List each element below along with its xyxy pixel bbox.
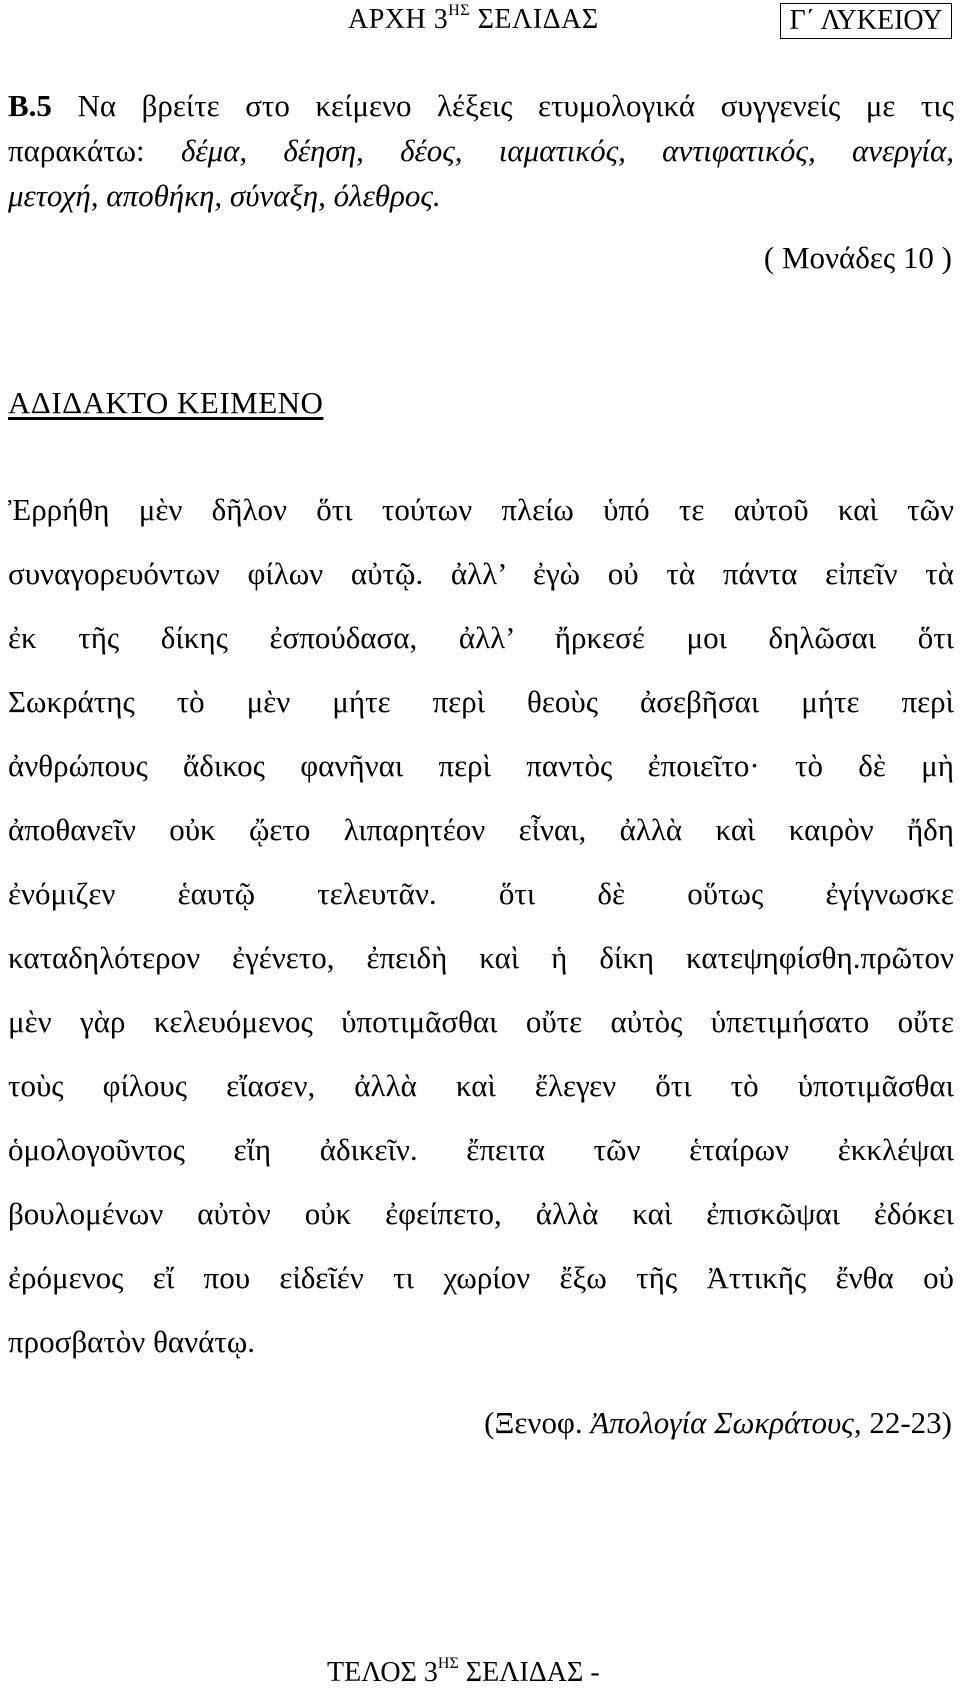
footer-superscript: ΗΣ <box>437 1654 459 1672</box>
source-citation <box>484 1405 952 1441</box>
question-words-2: μετοχή, αποθήκη, σύναξη, όλεθρος. <box>8 178 441 213</box>
question-text-1: Να βρείτε στο κείμενο λέξεις ετυμολογικά συγγενείς με τις <box>51 88 954 123</box>
question-line-3 <box>8 176 954 216</box>
points-label: ( Μονάδες 10 ) <box>763 240 952 275</box>
passage-line: καταδηλότερον ἐγένετο, ἐπειδὴ καὶ ἡ δίκη κατεψηφίσθη.πρῶτον <box>8 940 954 975</box>
question-text-2: παρακάτω: <box>8 133 181 168</box>
question-number: Β.5 <box>8 88 52 123</box>
question-line-1 <box>8 86 954 126</box>
passage-line: τοὺς φίλους εἴασεν, ἀλλὰ καὶ ἔλεγεν ὅτι τὸ ὑποτιμᾶσθαι <box>8 1068 954 1103</box>
passage-line: βουλομένων αὐτὸν οὐκ ἐφείπετο, ἀλλὰ καὶ ἐπισκῶψαι ἐδόκει <box>8 1196 954 1231</box>
passage-line: συναγορευόντων φίλων αὐτῷ. ἀλλ’ ἐγὼ οὐ τὰ πάντα εἰπεῖν τὰ <box>8 556 954 591</box>
passage-line: ὁμολογοῦντος εἴη ἀδικεῖν. ἔπειτα τῶν ἑταίρων ἐκκλέψαι <box>8 1132 954 1167</box>
section-title: ΑΔΙΔΑΚΤΟ ΚΕΙΜΕΝΟ <box>8 385 324 420</box>
source-work: Ἀπολογία Σωκράτους <box>590 1405 854 1440</box>
page-header-label <box>348 1 599 36</box>
source-suffix: , 22-23) <box>853 1405 952 1440</box>
passage-line: ἀποθανεῖν οὐκ ᾤετο λιπαρητέον εἶναι, ἀλλὰ καὶ καιρὸν ἤδη <box>8 812 954 847</box>
passage-line: Ἐρρήθη μὲν δῆλον ὅτι τούτων πλείω ὑπό τε αὐτοῦ καὶ τῶν <box>8 492 954 527</box>
passage-line: ἐκ τῆς δίκης ἐσπούδασα, ἀλλ’ ἤρκεσέ μοι δηλῶσαι ὅτι <box>8 620 954 655</box>
page-footer <box>327 1654 600 1689</box>
passage-line: ἐρόμενος εἴ που εἰδεῖέν τι χωρίον ἔξω τῆς Ἀττικῆς ἔνθα οὐ <box>8 1260 954 1295</box>
passage-line: προσβατὸν θανάτῳ. <box>8 1324 256 1359</box>
passage-line: ἐνόμιζεν ἑαυτῷ τελευτᾶν. ὅτι δὲ οὕτως ἐγίγνωσκε <box>8 876 954 911</box>
passage-line: μὲν γὰρ κελευόμενος ὑποτιμᾶσθαι οὔτε αὐτὸς ὑπετιμήσατο οὔτε <box>8 1004 954 1039</box>
source-prefix: (Ξενοφ. <box>484 1405 591 1440</box>
question-words-1: δέμα, δέηση, δέος, ιαματικός, αντιφατικός, ανεργία, <box>180 133 954 168</box>
footer-suffix: ΣΕΛΙΔΑΣ - <box>458 1657 600 1688</box>
header-prefix: ΑΡΧΗ 3 <box>348 4 449 35</box>
question-line-2 <box>8 131 954 171</box>
passage-line: ἀνθρώπους ἄδικος φανῆναι περὶ παντὸς ἐποιεῖτο· τὸ δὲ μὴ <box>8 748 954 783</box>
grade-box: Γ΄ ΛΥΚΕΙΟΥ <box>780 3 952 39</box>
header-suffix: ΣΕΛΙΔΑΣ <box>470 4 599 35</box>
passage-line: Σωκράτης τὸ μὲν μήτε περὶ θεοὺς ἀσεβῆσαι μήτε περὶ <box>8 684 954 719</box>
header-superscript: ΗΣ <box>448 1 471 19</box>
footer-prefix: ΤΕΛΟΣ 3 <box>327 1657 438 1688</box>
